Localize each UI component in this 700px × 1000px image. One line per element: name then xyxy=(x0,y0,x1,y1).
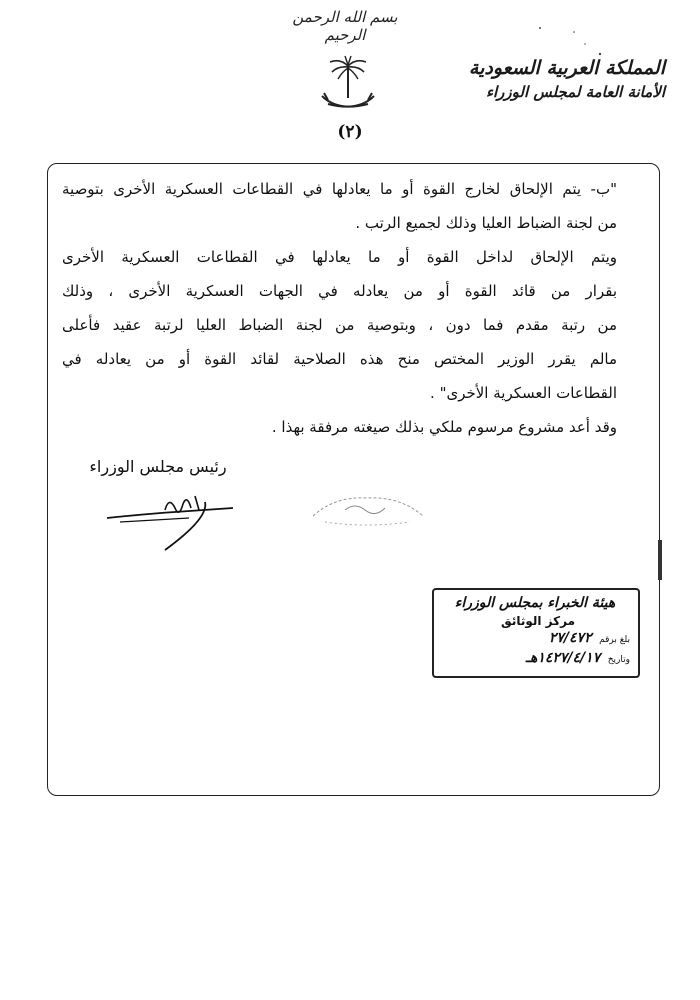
scan-edge-mark xyxy=(658,540,662,580)
body-line: وقد أعد مشروع مرسوم ملكي بذلك صيغته مرفقة بهذا . xyxy=(271,418,617,436)
stamp-subtitle: مركز الوثائق xyxy=(501,614,575,628)
body-line: مالم يقرر الوزير المختص منح هذه الصلاحية لقائد القوة أو من يعادله في xyxy=(62,350,617,368)
letterhead-general-secretariat: الأمانة العامة لمجلس الوزراء xyxy=(485,83,665,101)
stamp-title: هيئة الخبراء بمجلس الوزراء xyxy=(454,595,616,611)
page-number: (٢) xyxy=(337,122,363,142)
basmala: بسم الله الرحمن الرحيم xyxy=(292,8,398,44)
stamp-date-label: وتاريخ xyxy=(607,655,630,665)
body-line: بقرار من قائد القوة أو من يعادله في الجهات العسكرية الأخرى ، وذلك xyxy=(62,282,617,300)
body-line: "ب- يتم الإلحاق لخارج القوة أو ما يعادلها في القطاعات العسكرية الأخرى بتوصية xyxy=(62,180,617,198)
body-line: من رتبة مقدم فما دون ، وبتوصية من لجنة الضباط العليا لرتبة عقيد فأعلى xyxy=(62,316,617,334)
signature-block xyxy=(68,455,248,479)
stamp-number-label: بلغ برقم xyxy=(599,635,630,645)
handwritten-signature xyxy=(105,488,235,553)
body-line: ويتم الإلحاق لداخل القوة أو ما يعادلها في القطاعات العسكرية الأخرى xyxy=(62,248,617,266)
faint-seal-mark xyxy=(305,488,430,533)
documents-center-stamp xyxy=(432,588,640,678)
body-line: القطاعات العسكرية الأخرى" . xyxy=(430,384,617,402)
letterhead xyxy=(455,55,665,103)
body-text xyxy=(62,172,617,444)
stamp-number-value: ٢٧/٤٧٢ xyxy=(548,630,592,646)
stamp-date-row xyxy=(440,649,630,669)
saudi-emblem-palm-swords-icon xyxy=(318,52,378,122)
stamp-number-row xyxy=(440,629,630,649)
letterhead-kingdom: المملكة العربية السعودية xyxy=(468,57,665,79)
stamp-date-value: ١٤٢٧/٤/١٧هـ xyxy=(525,650,601,666)
signature-title: رئيس مجلس الوزراء xyxy=(89,457,227,476)
body-line: من لجنة الضباط العليا وذلك لجميع الرتب . xyxy=(355,214,617,232)
